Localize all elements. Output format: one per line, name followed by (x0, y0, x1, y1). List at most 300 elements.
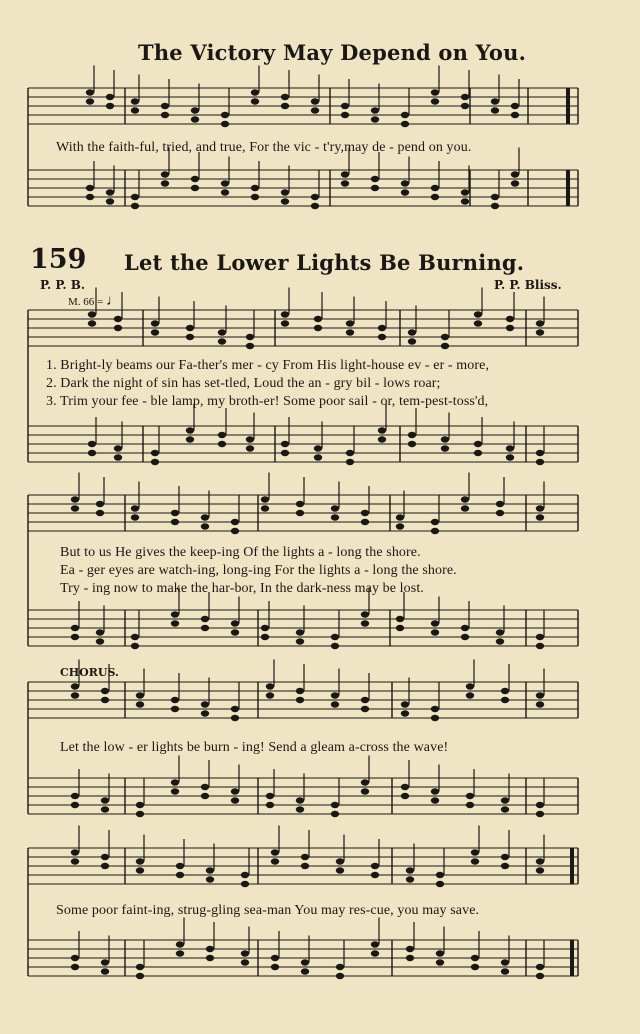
note-head (378, 427, 386, 433)
note-head (371, 950, 379, 956)
note-head (474, 320, 482, 326)
note-head (86, 194, 94, 200)
note-head (136, 964, 144, 970)
note-head (336, 867, 344, 873)
note-head (461, 198, 469, 204)
note-head (511, 112, 519, 118)
note-head (474, 311, 482, 317)
note-head (506, 325, 514, 331)
note-head (106, 94, 114, 100)
note-head (466, 802, 474, 808)
note-head (266, 802, 274, 808)
note-head (331, 802, 339, 808)
verse-line-2: 2. Dark the night of sin has set-tled, Loud the an - gry bil - lows roar; (46, 376, 441, 391)
note-head (341, 112, 349, 118)
note-head (201, 784, 209, 790)
note-head (131, 203, 139, 209)
note-head (336, 964, 344, 970)
note-head (201, 523, 209, 529)
note-head (401, 112, 409, 118)
note-head (186, 436, 194, 442)
note-head (341, 103, 349, 109)
note-head (251, 98, 259, 104)
note-head (86, 89, 94, 95)
note-head (161, 180, 169, 186)
chorus-line-1: Let the low - er lights be burn - ing! Send a gleam a-cross the wave! (60, 740, 449, 755)
verse-line-5: Ea - ger eyes are watch-ing, long-ing For the lights a - long the shore. (60, 563, 457, 578)
note-head (461, 94, 469, 100)
note-head (151, 329, 159, 335)
note-head (246, 436, 254, 442)
note-head (201, 514, 209, 520)
note-head (314, 325, 322, 331)
note-head (461, 103, 469, 109)
note-head (261, 625, 269, 631)
note-head (431, 194, 439, 200)
note-head (361, 510, 369, 516)
note-head (191, 185, 199, 191)
note-head (536, 692, 544, 698)
note-head (71, 793, 79, 799)
note-head (311, 194, 319, 200)
note-head (378, 325, 386, 331)
note-head (296, 501, 304, 507)
note-head (136, 867, 144, 873)
note-head (371, 116, 379, 122)
note-head (461, 625, 469, 631)
note-head (71, 634, 79, 640)
note-head (536, 634, 544, 640)
note-head (401, 784, 409, 790)
note-head (336, 858, 344, 864)
note-head (466, 793, 474, 799)
note-head (281, 189, 289, 195)
note-head (431, 715, 439, 721)
note-head (431, 797, 439, 803)
note-head (206, 955, 214, 961)
note-head (371, 863, 379, 869)
note-head (151, 450, 159, 456)
note-head (171, 620, 179, 626)
note-head (336, 973, 344, 979)
note-head (171, 706, 179, 712)
note-head (71, 849, 79, 855)
note-head (501, 688, 509, 694)
chorus-label: CHORUS. (60, 666, 119, 679)
note-head (206, 946, 214, 952)
note-head (501, 863, 509, 869)
note-head (231, 706, 239, 712)
note-head (406, 946, 414, 952)
note-head (311, 203, 319, 209)
note-head (406, 876, 414, 882)
note-head (266, 683, 274, 689)
note-head (441, 334, 449, 340)
note-head (136, 811, 144, 817)
note-head (296, 697, 304, 703)
note-head (474, 441, 482, 447)
note-head (431, 706, 439, 712)
note-head (378, 436, 386, 442)
note-head (171, 779, 179, 785)
note-head (261, 634, 269, 640)
note-head (176, 941, 184, 947)
note-head (106, 189, 114, 195)
note-head (114, 325, 122, 331)
verse-line-6: Try - ing now to make the har-bor, In the dark-ness may be lost. (60, 581, 424, 596)
note-head (301, 863, 309, 869)
note-head (501, 797, 509, 803)
note-head (501, 697, 509, 703)
note-head (176, 863, 184, 869)
note-head (536, 802, 544, 808)
note-head (131, 98, 139, 104)
note-head (246, 334, 254, 340)
note-head (71, 683, 79, 689)
note-head (371, 185, 379, 191)
note-head (406, 867, 414, 873)
note-head (231, 519, 239, 525)
note-head (311, 98, 319, 104)
note-head (401, 189, 409, 195)
note-head (296, 510, 304, 516)
note-head (281, 311, 289, 317)
note-head (191, 116, 199, 122)
note-head (461, 189, 469, 195)
note-head (218, 338, 226, 344)
note-head (151, 459, 159, 465)
note-head (88, 450, 96, 456)
note-head (474, 450, 482, 456)
note-head (536, 867, 544, 873)
verse-line-1: 1. Bright-ly beams our Fa-ther's mer - cy From His light-house ev - er - more, (46, 358, 490, 373)
note-head (114, 445, 122, 451)
note-head (241, 872, 249, 878)
note-head (466, 683, 474, 689)
note-head (501, 959, 509, 965)
note-head (171, 519, 179, 525)
note-head (536, 505, 544, 511)
note-head (218, 432, 226, 438)
note-head (151, 320, 159, 326)
note-head (296, 806, 304, 812)
note-head (314, 316, 322, 322)
note-head (101, 697, 109, 703)
note-head (101, 863, 109, 869)
note-head (171, 611, 179, 617)
note-head (131, 107, 139, 113)
note-head (88, 441, 96, 447)
note-head (131, 634, 139, 640)
note-head (96, 638, 104, 644)
note-head (314, 454, 322, 460)
note-head (431, 98, 439, 104)
chorus-line-2: Some poor faint-ing, strug-gling sea-man You may res-cue, you may save. (56, 903, 480, 918)
note-head (361, 697, 369, 703)
note-head (218, 441, 226, 447)
note-head (466, 692, 474, 698)
note-head (314, 445, 322, 451)
note-head (231, 788, 239, 794)
note-head (408, 329, 416, 335)
note-head (221, 189, 229, 195)
note-head (378, 334, 386, 340)
note-head (401, 701, 409, 707)
note-head (496, 501, 504, 507)
note-head (186, 334, 194, 340)
note-head (101, 688, 109, 694)
note-head (171, 788, 179, 794)
note-head (131, 505, 139, 511)
note-head (361, 779, 369, 785)
note-head (201, 616, 209, 622)
note-head (296, 638, 304, 644)
note-head (408, 441, 416, 447)
note-head (401, 793, 409, 799)
note-head (536, 643, 544, 649)
note-head (101, 806, 109, 812)
note-head (431, 620, 439, 626)
note-head (96, 629, 104, 635)
note-head (131, 194, 139, 200)
note-head (441, 436, 449, 442)
note-head (201, 701, 209, 707)
note-head (281, 198, 289, 204)
note-head (506, 454, 514, 460)
note-head (491, 107, 499, 113)
note-head (136, 701, 144, 707)
note-head (436, 881, 444, 887)
note-head (511, 171, 519, 177)
note-head (331, 643, 339, 649)
note-head (88, 320, 96, 326)
note-head (106, 198, 114, 204)
note-head (281, 103, 289, 109)
note-head (221, 180, 229, 186)
note-head (536, 973, 544, 979)
note-head (346, 450, 354, 456)
note-head (246, 445, 254, 451)
note-head (241, 959, 249, 965)
note-head (536, 964, 544, 970)
note-head (191, 107, 199, 113)
note-head (408, 338, 416, 344)
note-head (361, 706, 369, 712)
words-credit: P. P. B. (40, 278, 86, 292)
note-head (441, 445, 449, 451)
previous-hymn-title: The Victory May Depend on You. (138, 40, 527, 65)
quarter-note-icon: ♩ (105, 293, 121, 309)
note-head (231, 715, 239, 721)
note-head (371, 941, 379, 947)
note-head (361, 519, 369, 525)
note-head (536, 459, 544, 465)
note-head (496, 510, 504, 516)
note-head (301, 854, 309, 860)
previous-hymn-lyric: With the faith-ful, tried, and true, For the vic - t'ry,may de - pend on you. (56, 140, 472, 155)
note-head (281, 441, 289, 447)
note-head (261, 505, 269, 511)
note-head (246, 343, 254, 349)
note-head (88, 311, 96, 317)
note-head (401, 180, 409, 186)
note-head (431, 788, 439, 794)
note-head (271, 849, 279, 855)
note-head (201, 625, 209, 631)
note-head (136, 692, 144, 698)
note-head (231, 528, 239, 534)
note-head (176, 950, 184, 956)
note-head (206, 867, 214, 873)
note-head (241, 881, 249, 887)
note-head (218, 329, 226, 335)
note-head (186, 325, 194, 331)
note-head (71, 858, 79, 864)
note-head (536, 858, 544, 864)
note-head (501, 806, 509, 812)
note-head (396, 616, 404, 622)
note-head (251, 185, 259, 191)
note-head (271, 964, 279, 970)
note-head (396, 514, 404, 520)
note-head (501, 854, 509, 860)
note-head (101, 959, 109, 965)
note-head (96, 510, 104, 516)
note-head (436, 872, 444, 878)
note-head (471, 849, 479, 855)
note-head (301, 968, 309, 974)
note-head (131, 514, 139, 520)
note-head (408, 432, 416, 438)
note-head (461, 634, 469, 640)
note-head (311, 107, 319, 113)
note-head (431, 629, 439, 635)
hymn-title: Let the Lower Lights Be Burning. (124, 250, 525, 275)
note-head (266, 692, 274, 698)
note-head (396, 625, 404, 631)
note-head (371, 107, 379, 113)
note-head (431, 528, 439, 534)
note-head (361, 620, 369, 626)
note-head (206, 876, 214, 882)
note-head (201, 793, 209, 799)
note-head (71, 802, 79, 808)
note-head (511, 103, 519, 109)
note-head (281, 320, 289, 326)
note-head (231, 620, 239, 626)
note-head (461, 496, 469, 502)
note-head (171, 510, 179, 516)
note-head (281, 94, 289, 100)
note-head (201, 710, 209, 716)
note-head (396, 523, 404, 529)
note-head (511, 180, 519, 186)
note-head (406, 955, 414, 961)
note-head (361, 611, 369, 617)
note-head (346, 329, 354, 335)
note-head (371, 176, 379, 182)
note-head (491, 203, 499, 209)
note-head (431, 519, 439, 525)
note-head (331, 692, 339, 698)
note-head (436, 959, 444, 965)
note-head (101, 854, 109, 860)
note-head (221, 112, 229, 118)
note-head (251, 194, 259, 200)
note-head (536, 701, 544, 707)
note-head (491, 98, 499, 104)
note-head (71, 964, 79, 970)
note-head (281, 450, 289, 456)
note-head (296, 688, 304, 694)
note-head (496, 638, 504, 644)
note-head (331, 811, 339, 817)
note-head (296, 629, 304, 635)
note-head (296, 797, 304, 803)
note-head (371, 872, 379, 878)
note-head (241, 950, 249, 956)
note-head (536, 811, 544, 817)
note-head (131, 643, 139, 649)
note-head (536, 320, 544, 326)
note-head (114, 316, 122, 322)
note-head (231, 629, 239, 635)
note-head (161, 171, 169, 177)
note-head (341, 180, 349, 186)
note-head (161, 103, 169, 109)
note-head (361, 788, 369, 794)
metronome-marking (68, 293, 121, 310)
note-head (536, 450, 544, 456)
note-head (114, 454, 122, 460)
note-head (86, 98, 94, 104)
note-head (401, 121, 409, 127)
verse-line-3: 3. Trim your fee - ble lamp, my broth-er! Some poor sail - or, tem-pest-toss'd, (46, 394, 489, 409)
note-head (301, 959, 309, 965)
metronome-text: M. 66 = (68, 296, 104, 308)
note-head (346, 320, 354, 326)
note-head (471, 964, 479, 970)
note-head (431, 89, 439, 95)
note-head (341, 171, 349, 177)
note-head (471, 955, 479, 961)
note-head (331, 634, 339, 640)
note-head (71, 505, 79, 511)
note-head (331, 505, 339, 511)
note-head (496, 629, 504, 635)
music-credit: P. P. Bliss. (494, 278, 562, 292)
note-head (506, 316, 514, 322)
note-head (401, 710, 409, 716)
note-head (436, 950, 444, 956)
note-head (136, 802, 144, 808)
note-head (266, 793, 274, 799)
note-head (171, 697, 179, 703)
note-head (71, 625, 79, 631)
note-head (101, 797, 109, 803)
note-head (71, 955, 79, 961)
note-head (331, 701, 339, 707)
note-head (86, 185, 94, 191)
note-head (441, 343, 449, 349)
note-head (136, 973, 144, 979)
note-head (71, 496, 79, 502)
note-head (471, 858, 479, 864)
hymn-number: 159 (30, 244, 87, 275)
note-head (176, 872, 184, 878)
note-head (106, 103, 114, 109)
note-head (251, 89, 259, 95)
